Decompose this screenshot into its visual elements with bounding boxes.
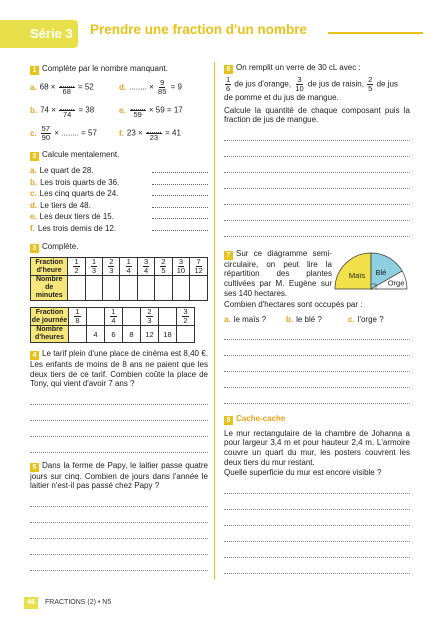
item-text: = 38	[78, 105, 95, 115]
fraction	[225, 76, 231, 93]
exercise-number: 8	[224, 416, 233, 425]
exercise-4	[30, 349, 208, 453]
exercise-number: 5	[30, 463, 39, 472]
fraction	[126, 258, 132, 275]
numerator: 3	[183, 307, 188, 317]
hours-cell: 6	[105, 326, 123, 343]
minutes-cell[interactable]	[155, 276, 172, 301]
answer-line[interactable]	[224, 205, 410, 221]
exercise-3	[30, 242, 208, 343]
answer-line[interactable]	[152, 200, 208, 208]
denominator: 4	[126, 266, 131, 276]
fraction	[182, 308, 188, 325]
fraction-cell	[155, 258, 172, 276]
item-label: c.	[30, 128, 37, 138]
table-row	[31, 276, 208, 301]
answer-line[interactable]	[30, 539, 208, 555]
item-label: b.	[30, 105, 38, 115]
page-footer	[0, 597, 435, 611]
fraction-cell	[190, 258, 208, 276]
minutes-cell[interactable]	[190, 276, 208, 301]
hours-cell: 4	[87, 326, 105, 343]
slice-label: Maïs	[348, 270, 366, 280]
title-rule	[328, 32, 423, 34]
ex1-row	[30, 125, 208, 142]
denominator: 4	[111, 316, 116, 326]
answer-line[interactable]	[224, 141, 410, 157]
table-row	[31, 326, 195, 343]
fraction	[143, 258, 149, 275]
fraction	[160, 258, 166, 275]
denominator: 8	[75, 316, 80, 326]
slice-label: Orge	[387, 278, 405, 288]
ex1-item	[30, 125, 119, 142]
exercise-8-header	[224, 414, 410, 425]
table-row	[31, 308, 195, 326]
right-column	[224, 60, 410, 574]
fraction	[73, 258, 79, 275]
answer-line[interactable]	[152, 188, 208, 196]
calc-item	[30, 165, 208, 177]
numerator: 9	[160, 78, 165, 87]
exercise-text: Dans la ferme de Papy, le laitier passe quatre jours sur cinq. Combien de jours dans l'année le laitier n'est-il pas passé chez Papy ?	[30, 460, 208, 491]
exercise-number: 1	[30, 66, 39, 75]
answer-line[interactable]	[224, 478, 410, 494]
exercise-number: 3	[30, 244, 39, 253]
answer-line[interactable]	[224, 510, 410, 526]
item-text: le maïs ?	[233, 314, 267, 324]
denominator: 10	[295, 84, 304, 93]
exercise-2-header	[30, 150, 208, 161]
left-column	[30, 60, 208, 571]
fraction-cell	[69, 308, 87, 326]
item-label: b.	[30, 177, 38, 187]
fraction-cell	[177, 308, 195, 326]
calc-item	[30, 200, 208, 212]
denominator: 2	[183, 316, 188, 326]
hours-cell: 8	[123, 326, 141, 343]
answer-line[interactable]	[224, 526, 410, 542]
minutes-cell[interactable]	[137, 276, 154, 301]
numerator: 1	[126, 257, 131, 267]
exercise-1	[30, 64, 208, 142]
item-text: 23 ×	[126, 128, 143, 138]
numerator: 2	[368, 75, 373, 84]
fraction-hour-table	[30, 257, 208, 301]
hours-cell: 12	[141, 326, 159, 343]
exercise-7-text	[224, 249, 332, 298]
answer-line[interactable]	[224, 173, 410, 189]
fraction	[146, 125, 162, 142]
fraction-day-table	[30, 307, 195, 343]
item-label: a.	[30, 166, 37, 176]
item-text: Les deux tiers de 15.	[39, 212, 114, 222]
answer-line[interactable]	[224, 189, 410, 205]
denominator: 6	[226, 84, 231, 93]
item-text: l'orge ?	[357, 314, 384, 324]
numerator: 3	[143, 257, 149, 267]
item-text: le blé ?	[296, 314, 322, 324]
fraction-cell	[172, 258, 190, 276]
exercise-7-question: Combien d'hectares sont occupés par :	[224, 300, 363, 310]
numerator: 2	[161, 257, 166, 267]
ex7-item	[224, 315, 286, 324]
exercise-7-items	[224, 315, 410, 324]
item-label: a.	[30, 82, 37, 92]
item-label: e.	[119, 105, 126, 115]
item-text: × ........ = 57	[54, 128, 97, 138]
exercise-8	[224, 414, 410, 574]
item-text: 74 ×	[40, 105, 56, 115]
exercise-8-title: Cache-cache	[236, 413, 286, 423]
exercise-3-instruction: Complète.	[42, 242, 79, 252]
item-text: Les trois demis de 12.	[37, 223, 117, 233]
denominator: 59	[133, 110, 142, 120]
fraction-cell	[85, 258, 102, 276]
exercise-text: de pomme et du jus de mangue.	[224, 93, 339, 102]
exercise-number: 7	[224, 251, 233, 260]
answer-line[interactable]	[30, 523, 208, 539]
hours-cell[interactable]	[69, 326, 87, 343]
fraction	[91, 258, 97, 275]
item-text: Les trois quarts de 36.	[40, 177, 120, 187]
answer-line[interactable]	[30, 405, 208, 421]
answer-line[interactable]	[30, 421, 208, 437]
page-title: Prendre une fraction d'un nombre	[90, 22, 307, 37]
answer-line[interactable]	[224, 157, 410, 173]
answer-line[interactable]	[30, 555, 208, 571]
exercise-1-instruction: Complète par le nombre manquant.	[42, 64, 168, 73]
hours-cell: 18	[159, 326, 177, 343]
fraction-cell[interactable]	[87, 308, 105, 326]
ex1-item	[30, 102, 119, 119]
answer-line[interactable]	[152, 211, 208, 219]
denominator: 4	[143, 266, 149, 276]
fraction	[193, 258, 203, 275]
fraction	[157, 79, 167, 96]
minutes-cell[interactable]	[172, 276, 190, 301]
answer-line[interactable]	[30, 491, 208, 507]
denominator: 5	[161, 266, 166, 276]
ex1-item	[119, 102, 208, 119]
item-label: e.	[30, 212, 37, 222]
exercise-8-text: Le mur rectangulaire de la chambre de Johanna a pour largeur 3,4 m et pour hauteur 2,4 m. L'armoire couvre un quart du mur, les posters couvrent les deux tiers du mur restant.	[224, 428, 410, 467]
fraction	[110, 308, 116, 325]
denominator: 5	[368, 84, 373, 93]
answer-line[interactable]	[152, 177, 208, 185]
numerator: 1	[75, 307, 80, 317]
exercise-text: de jus de raisin,	[307, 79, 364, 89]
answer-line[interactable]	[224, 558, 410, 574]
fraction	[108, 258, 114, 275]
table-row	[31, 258, 208, 276]
exercise-text: de jus d'orange,	[234, 79, 292, 89]
serie-label: Série 3	[30, 26, 73, 41]
slice-label: Blé	[375, 267, 387, 277]
exercise-6-question: Calcule la quantité de chaque composant puis la fraction de jus de mangue.	[224, 105, 410, 125]
exercise-1-header	[30, 64, 208, 75]
exercise-6-fractions	[224, 76, 410, 93]
denominator: 3	[109, 266, 114, 276]
exercise-3-header	[30, 242, 208, 253]
fraction-cell	[68, 258, 85, 276]
calc-item	[30, 188, 208, 200]
exercise-6-intro	[224, 63, 410, 74]
exercise-8-question: Quelle superficie du mur est encore visible ?	[224, 468, 382, 478]
page-number: 46	[24, 597, 38, 609]
exercise-text: On remplit un verre de 30 cL avec :	[236, 63, 361, 72]
answer-line[interactable]	[224, 324, 410, 340]
answer-line[interactable]	[224, 372, 410, 388]
denominator: 85	[158, 87, 167, 96]
ex1-item	[30, 79, 119, 96]
answer-line[interactable]	[152, 165, 208, 173]
denominator: 10	[176, 266, 186, 276]
serie-badge	[0, 20, 78, 48]
exercise-number: 6	[224, 65, 233, 74]
answer-line[interactable]	[224, 125, 410, 141]
answer-line[interactable]	[224, 356, 410, 372]
fraction-cell	[103, 258, 120, 276]
exercise-2-instruction: Calcule mentalement.	[42, 150, 120, 160]
fraction-cell	[141, 308, 159, 326]
exercise-2	[30, 150, 208, 234]
fraction	[59, 102, 75, 119]
fraction-cell	[105, 308, 123, 326]
item-label: c.	[30, 189, 37, 199]
ex7-item	[286, 315, 348, 324]
row-header: Fraction de journée	[31, 308, 68, 324]
numerator: 1	[111, 307, 116, 317]
exercise-number: 2	[30, 152, 39, 161]
calc-item	[30, 211, 208, 223]
numerator: 1	[74, 257, 79, 267]
fraction	[146, 308, 152, 325]
exercise-text: Le tarif plein d'une place de cinéma est 8,40 €. Les enfants de moins de 8 ans ne paient que les deux tiers de ce tarif. Combien coûte la place de Tony, qui vient d'avoir 7 ans ?	[30, 349, 208, 389]
blank[interactable]	[60, 102, 74, 110]
answer-line[interactable]	[224, 542, 410, 558]
fraction	[59, 79, 75, 96]
item-text: = 9	[170, 82, 182, 92]
fraction	[41, 125, 51, 142]
fraction	[294, 76, 304, 93]
denominator: 68	[62, 87, 71, 97]
exercise-5	[30, 461, 208, 571]
exercise-text: de jus	[376, 79, 398, 89]
numerator: 3	[297, 75, 302, 84]
page-header	[0, 0, 435, 58]
row-header: Nombre d'heures	[31, 326, 69, 343]
row-header: Fraction d'heure	[31, 258, 68, 276]
numerator: 2	[147, 307, 152, 317]
item-label: c.	[348, 314, 355, 324]
ex7-item	[348, 315, 410, 324]
ex1-row	[30, 79, 208, 96]
minutes-cell[interactable]	[103, 276, 120, 301]
ex1-item	[119, 125, 208, 142]
answer-line[interactable]	[30, 389, 208, 405]
answer-line[interactable]	[224, 221, 410, 237]
exercise-4-text	[30, 349, 208, 389]
item-text: ........ ×	[129, 82, 154, 92]
item-text: = 41	[165, 128, 181, 138]
denominator: 12	[194, 266, 203, 276]
minutes-cell[interactable]	[68, 276, 85, 301]
item-text: 68 ×	[39, 82, 56, 92]
item-label: b.	[286, 314, 294, 324]
item-text: = 52	[77, 82, 94, 92]
exercise-text: Sur ce diagramme semi-circulaire, on peut lire la répartition des plantes cultivées par M. Eugène sur ses 140 hectares.	[224, 248, 332, 298]
column-divider	[214, 62, 215, 580]
footer-text: FRACTIONS (2) • N5	[45, 599, 112, 606]
numerator: 1	[226, 75, 231, 84]
exercise-6	[224, 63, 410, 237]
blank[interactable]	[60, 79, 74, 87]
item-label: f.	[30, 223, 35, 233]
denominator: 2	[74, 266, 79, 276]
numerator: 2	[109, 257, 114, 267]
answer-line[interactable]	[224, 494, 410, 510]
item-text: Les cinq quarts de 24.	[39, 189, 119, 199]
item-label: d.	[30, 200, 38, 210]
exercise-number: 4	[30, 351, 39, 360]
fraction	[74, 308, 80, 325]
exercise-7-top	[224, 249, 410, 298]
ex1-item	[119, 79, 208, 96]
calc-item	[30, 177, 208, 189]
exercise-7	[224, 249, 410, 404]
semicircle-chart	[332, 249, 410, 293]
item-text: Le tiers de 48.	[40, 200, 91, 210]
answer-line[interactable]	[224, 388, 410, 404]
fraction-cell[interactable]	[159, 308, 177, 326]
blank[interactable]	[131, 102, 145, 110]
numerator: 7	[196, 257, 201, 267]
fraction	[367, 76, 373, 93]
numerator: 3	[178, 257, 183, 267]
calc-item	[30, 223, 208, 235]
answer-line[interactable]	[224, 340, 410, 356]
item-text: × 59 = 17	[148, 105, 183, 115]
numerator: 57	[41, 124, 51, 134]
minutes-cell[interactable]	[85, 276, 102, 301]
item-label: d.	[119, 82, 127, 92]
denominator: 74	[62, 110, 72, 120]
denominator: 23	[149, 133, 159, 143]
exercise-5-text	[30, 461, 208, 491]
row-header: Nombre de minutes	[31, 276, 68, 301]
blank[interactable]	[147, 125, 161, 133]
fraction-cell[interactable]	[123, 308, 141, 326]
ex1-row	[30, 102, 208, 119]
denominator: 3	[147, 316, 152, 326]
item-label: f.	[119, 128, 124, 138]
item-text: Le quart de 28.	[39, 166, 94, 176]
fraction	[130, 102, 146, 119]
answer-line[interactable]	[30, 507, 208, 523]
answer-line[interactable]	[152, 223, 208, 231]
answer-line[interactable]	[30, 437, 208, 453]
fraction-cell	[120, 258, 137, 276]
minutes-cell[interactable]	[120, 276, 137, 301]
numerator: 1	[91, 257, 96, 267]
fraction-cell	[137, 258, 154, 276]
fraction	[176, 258, 186, 275]
hours-cell[interactable]	[177, 326, 195, 343]
item-label: a.	[224, 314, 231, 324]
denominator: 3	[91, 266, 96, 276]
denominator: 90	[41, 133, 51, 143]
